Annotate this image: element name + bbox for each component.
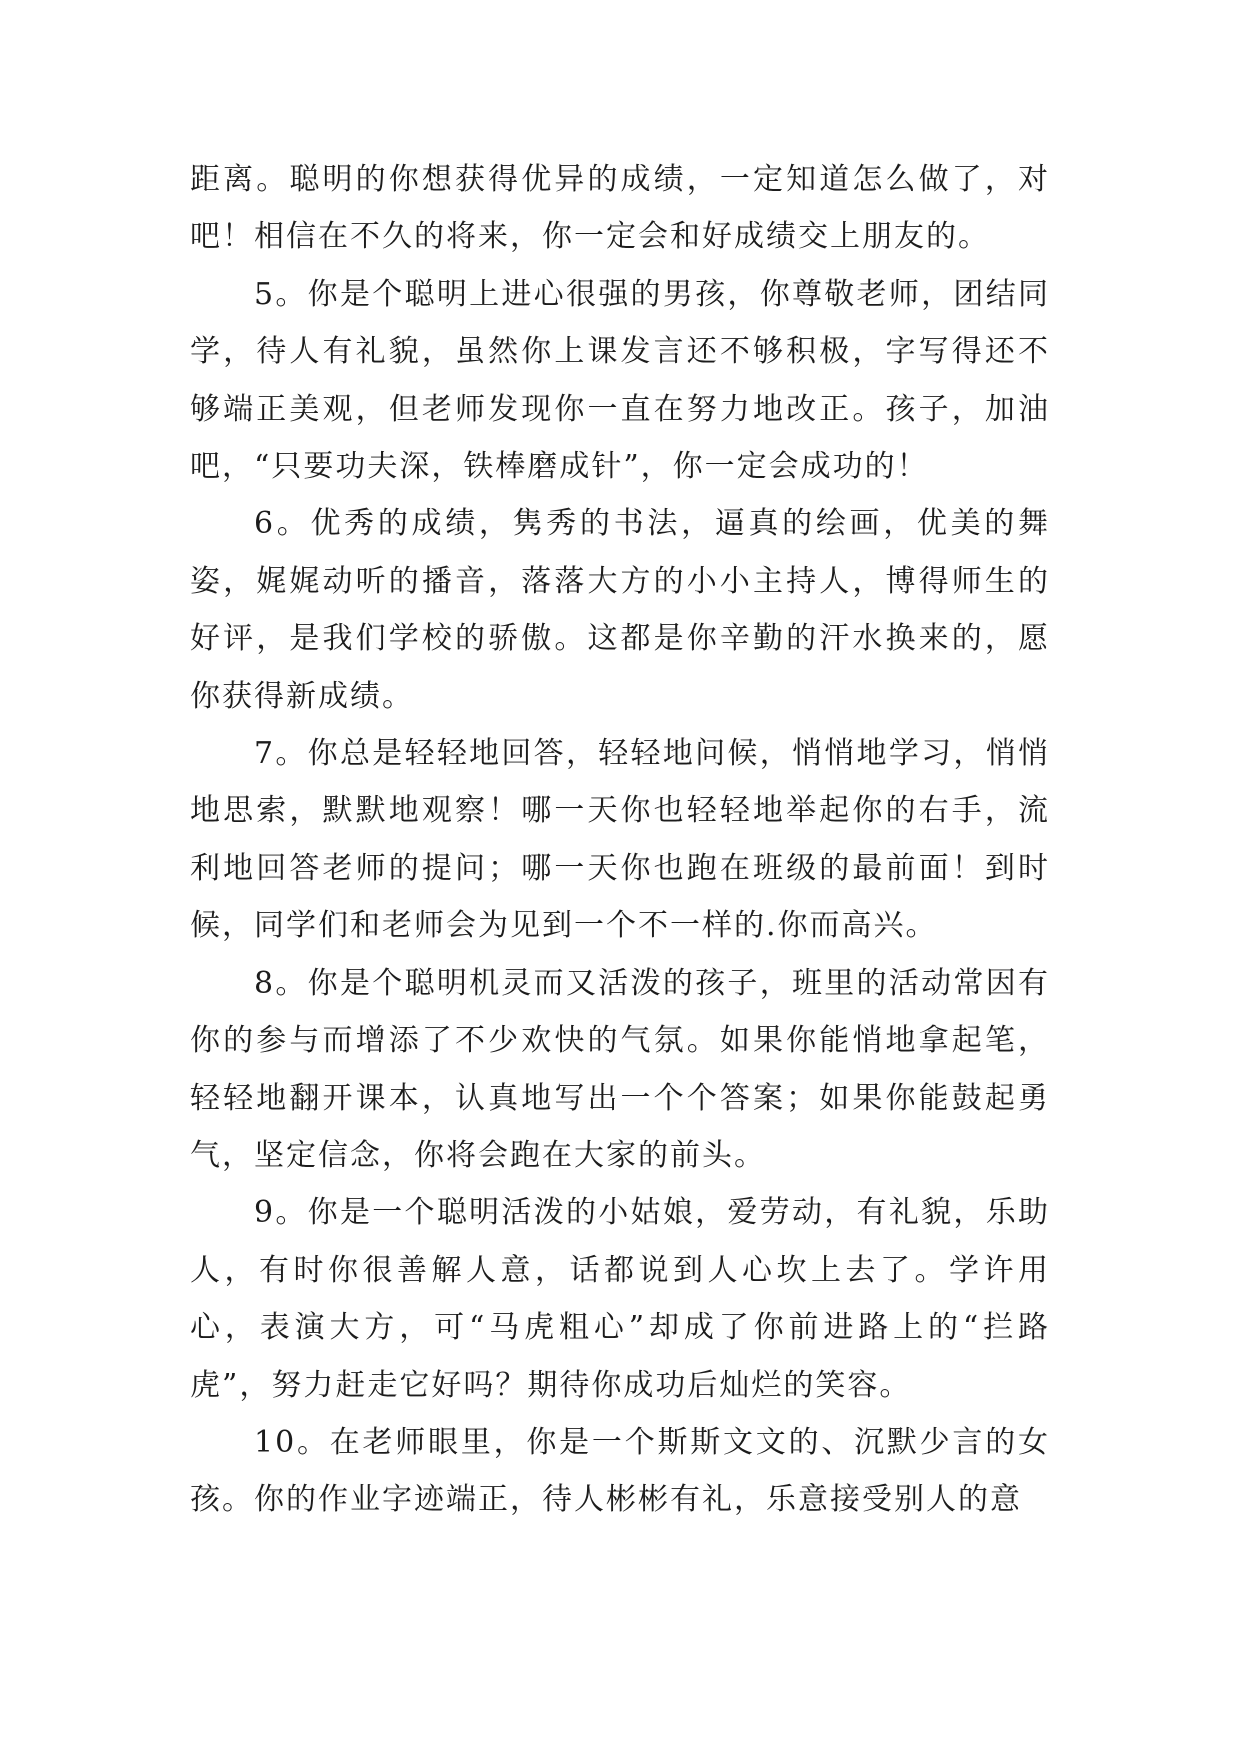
paragraph-item-5: 5。你是个聪明上进心很强的男孩，你尊敬老师，团结同学，待人有礼貌，虽然你上课发言还不够积极，字写得还不够端正美观，但老师发现你一直在努力地改正。孩子，加油吧，“只要功夫深，铁棒磨成针”，你一定会成功的！ [190,276,1050,485]
paragraph-item-10: 10。在老师眼里，你是一个斯斯文文的、沉默少言的女孩。你的作业字迹端正，待人彬彬有礼，乐意接受别人的意 [190,1424,1050,1518]
paragraph-item-7: 7。你总是轻轻地回答，轻轻地问候，悄悄地学习，悄悄地思索，默默地观察！哪一天你也轻轻地举起你的右手，流利地回答老师的提问；哪一天你也跑在班级的最前面！到时候，同学们和老师会为见到一个不一样的.你而高兴。 [190,736,1050,944]
paragraph-continuation: 距离。聪明的你想获得优异的成绩，一定知道怎么做了，对吧！相信在不久的将来，你一定会和好成绩交上朋友的。 [190,162,1050,255]
paragraph-item-8: 8。你是个聪明机灵而又活泼的孩子，班里的活动常因有你的参与而增添了不少欢快的气氛。如果你能悄地拿起笔，轻轻地翻开课本，认真地写出一个个答案；如果你能鼓起勇气，坚定信念，你将会跑在大家的前头。 [190,965,1050,1173]
paragraph-item-6: 6。优秀的成绩，隽秀的书法，逼真的绘画，优美的舞姿，娓娓动听的播音，落落大方的小小主持人，博得师生的好评，是我们学校的骄傲。这都是你辛勤的汗水换来的，愿你获得新成绩。 [190,506,1050,714]
paragraph-item-9: 9。你是一个聪明活泼的小姑娘，爱劳动，有礼貌，乐助人，有时你很善解人意，话都说到人心坎上去了。学许用心，表演大方，可“马虎粗心”却成了你前进路上的“拦路虎”，努力赶走它好吗？期待你成功后灿烂的笑容。 [190,1195,1050,1403]
body-text [190,151,1050,1529]
